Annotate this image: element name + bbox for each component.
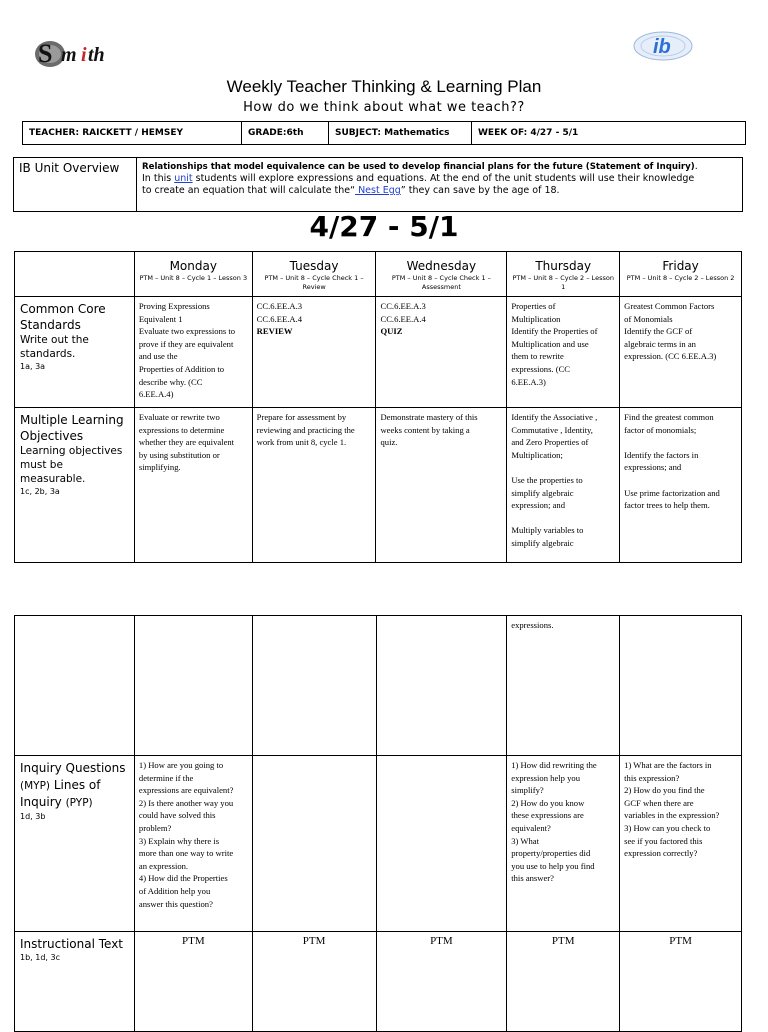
cell-line: 2) How do you know [511,797,585,808]
page-subtitle: How do we think about what we teach?? [243,100,525,115]
cell-line: work from unit 8, cycle 1. [256,437,347,448]
cell-line: expression help you [511,772,580,783]
svg-text:i: i [81,44,87,66]
row-label-sub: Write out the standards. [20,334,89,360]
cell-line: simplify algebraic [511,487,574,498]
cell-line: reviewing and practicing the [256,424,355,435]
cell-line: GCF when there are [624,797,694,808]
lesson-plan-table-continued [14,615,742,1032]
corner-cell [15,252,135,297]
cell-line: Use prime factorization and [624,487,720,498]
cell-line [624,436,737,449]
cell-line: determine if the [138,772,194,783]
inquiry-label-c: Lines of [50,777,101,792]
cell-objectives-thursday [507,408,620,563]
day-name: Monday [169,259,217,273]
cell-line: you use to help you find [511,860,595,871]
cont-cell-label [15,616,135,756]
ib-unit-overview-table [13,157,743,212]
day-name: Tuesday [289,259,339,273]
inquiry-label-b: (MYP) [20,779,50,792]
cell-line: Multiplication and use [511,338,589,349]
cell-objectives-friday [620,408,742,563]
lesson-plan-table [14,251,742,563]
cont-cell-tuesday [252,616,376,756]
cell-line: this expression? [624,772,680,783]
cell-common-core-friday [620,297,742,408]
day-name: Thursday [535,259,592,273]
cell-line: Find the greatest common [624,412,714,422]
cell-line: CC.6.EE.A.3 [380,301,426,311]
statement-end: . [694,161,698,172]
row-label-standards: 1d, 3b [20,811,46,821]
cell-objectives-monday [134,408,252,563]
overview-line2-pre: to create an equation that will calculate the“ [142,185,356,196]
week-heading: 4/27 - 5/1 [309,210,459,243]
cell-line: simplify? [511,785,544,796]
cell-common-core-tuesday [252,297,376,408]
cell-line: by using substitution or [138,449,220,460]
svg-text:m: m [61,44,77,66]
teacher-info-table [22,121,746,145]
cell-line: quiz. [380,437,398,448]
ib-logo [632,30,694,62]
cell-line: 1) How did rewriting the [511,760,597,770]
row-label-standards: 1c, 2b, 3a [20,487,60,496]
cell-inquiry-monday [134,756,252,932]
row-label-text: Instructional Text [20,937,123,951]
cell-line: describe why. (CC [138,376,203,387]
cell-line: Commutative , Identity, [511,424,593,435]
cell-line: 6.EE.A.4) [138,389,174,400]
row-label-text: Multiple Learning Objectives [20,413,124,443]
cell-line: expressions; and [624,462,682,473]
subject-cell: SUBJECT: Mathematics [329,122,472,145]
cell-line: property/properties did [511,848,591,859]
cell-line: expressions to determine [138,424,225,435]
cell-line [624,474,737,487]
cell-objectives-tuesday [252,408,376,563]
day-lesson: PTM – Unit 8 – Cycle Check 1 – Assessment [391,274,491,291]
cell-line: equivalent? [511,822,551,833]
cell-text-thursday: PTM [507,932,620,1032]
teacher-cell: TEACHER: RAICKETT / HEMSEY [23,122,242,145]
svg-text:S: S [38,39,53,68]
cell-line: 6.EE.A.3) [511,376,546,387]
cell-line: 2) How do you find the [624,785,705,796]
day-lesson: PTM – Unit 8 – Cycle 2 – Lesson 2 [626,274,735,282]
cc-tuesday-bold: REVIEW [256,326,293,337]
cell-line: problem? [138,822,172,833]
day-header-monday [134,252,252,297]
cell-line: 1) How are you going to [138,760,224,770]
cell-line: Equivalent 1 [138,313,183,324]
cell-line: prove if they are equivalent [138,338,234,349]
cell-line: CC.6.EE.A.4 [256,313,303,324]
cell-line: these expressions are [511,810,584,821]
cell-line [511,512,615,525]
cont-cell-monday [134,616,252,756]
cell-text-wednesday: PTM [376,932,507,1032]
cell-line: expressions are equivalent? [138,785,234,796]
cont-cell-friday [620,616,742,756]
cell-line: of Addition help you [138,885,211,896]
overview-line1-pre: In this [142,173,175,184]
cell-line: 3) How can you check to [624,822,711,833]
cell-inquiry-thursday [507,756,620,932]
svg-text:th: th [88,44,105,66]
cell-line: them to rewrite [511,351,564,362]
cell-line: see if you factored this [624,835,703,846]
cell-line: Identify the GCF of [624,326,693,337]
cell-line: Identify the factors in [624,449,699,460]
svg-text:ib: ib [653,36,671,58]
cell-line: Properties of Addition to [138,363,225,374]
cell-line: variables in the expression? [624,810,720,821]
cell-text-monday: PTM [134,932,252,1032]
cell-line: could have solved this [138,810,216,821]
cell-line: an expression. [138,860,189,871]
cell-line: Proving Expressions [138,301,210,311]
cell-line: Multiplication [511,313,561,324]
row-label-standards: 1b, 1d, 3c [20,953,60,962]
cell-text-tuesday: PTM [252,932,376,1032]
cell-line: whether they are equivalent [138,437,235,448]
cell-line: Prepare for assessment by [256,412,347,422]
overview-line1-post: students will explore expressions and equations. At the end of the unit students will use their knowledge [192,173,695,184]
day-header-tuesday [252,252,376,297]
cell-common-core-wednesday [376,297,507,408]
cont-cell-wednesday [376,616,507,756]
day-header-wednesday [376,252,507,297]
cell-line: CC.6.EE.A.4 [380,313,426,324]
inquiry-label-e: (PYP) [65,796,93,809]
day-lesson: PTM – Unit 8 – Cycle Check 1 – Review [264,274,364,291]
cell-line: Use the properties to [511,474,583,485]
cell-objectives-wednesday [376,408,507,563]
row-label-text: Common Core Standards [20,302,106,332]
cell-line: and Zero Properties of [511,437,589,448]
cont-cell-thursday: expressions. [507,616,620,756]
day-header-thursday [507,252,620,297]
cell-line: simplifying. [138,462,181,473]
cell-line: 3) Explain why there is [138,835,220,846]
row-label-sub: Learning objectives must be measurable. [20,445,123,485]
row-label-inquiry [15,756,135,932]
row-label-objectives [15,408,135,563]
cell-line: 1) What are the factors in [624,760,712,770]
cell-inquiry-wednesday [376,756,507,932]
cell-line: factor of monomials; [624,424,697,435]
cell-line: of Monomials [624,313,673,324]
cell-line: answer this question? [138,898,213,909]
day-name: Wednesday [406,259,477,273]
cell-line: Multiply variables to [511,525,584,536]
cell-common-core-monday [134,297,252,408]
cell-line: weeks content by taking a [380,424,470,435]
inquiry-label-a: Inquiry Questions [20,761,126,775]
cell-line: Evaluate or rewrite two [138,412,220,422]
cc-tuesday-lines [257,300,372,325]
ib-unit-label: IB Unit Overview [14,158,137,212]
cell-line: Evaluate two expressions to [138,326,236,337]
cell-line: 2) Is there another way you [138,797,234,808]
cell-line: 3) What [511,835,540,846]
cell-line: expression correctly? [624,848,698,859]
row-label-instructional-text [15,932,135,1032]
cell-line: more than one way to write [138,848,234,859]
cell-line: Identify the Properties of [511,326,598,337]
cell-inquiry-friday [620,756,742,932]
cell-line: simplify algebraic [511,537,574,548]
cell-line: Greatest Common Factors [624,301,715,311]
day-header-friday [620,252,742,297]
cell-line: expressions. (CC [511,363,571,374]
week-cell: WEEK OF: 4/27 - 5/1 [472,122,746,145]
cell-line: Identify the Associative , [511,412,598,422]
cell-line: expression; and [511,500,566,511]
page-title: Weekly Teacher Thinking & Learning Plan [226,77,542,96]
cell-line: Multiplication; [511,449,563,460]
cell-common-core-thursday [507,297,620,408]
cell-line: CC.6.EE.A.3 [256,301,303,311]
cell-line: factor trees to help them. [624,500,710,511]
cell-line: algebraic terms in an [624,338,696,349]
statement-of-inquiry: Relationships that model equivalence can be used to develop financial plans for the future (Statement of Inquiry) [142,162,695,172]
day-lesson: PTM – Unit 8 – Cycle 2 – Lesson 1 [512,274,614,291]
cell-text-friday: PTM [620,932,742,1032]
cc-wednesday-bold: QUIZ [380,326,403,337]
cell-line: this answer? [511,873,554,884]
row-label-common-core [15,297,135,408]
cell-line [511,461,615,474]
day-name: Friday [662,259,699,273]
nest-egg-link[interactable]: Nest Egg [355,185,401,196]
cell-line: Properties of [511,301,556,311]
unit-link[interactable]: unit [174,173,193,184]
row-label-standards: 1a, 3a [20,362,46,371]
cc-wednesday-lines [380,300,502,325]
school-logo [28,34,138,74]
inquiry-label-d: Inquiry [20,794,62,809]
cell-inquiry-tuesday [252,756,376,932]
cell-line: expression. (CC 6.EE.A.3) [624,351,717,362]
overview-line2-post: ” they can save by the age of 18. [400,185,560,196]
cell-line: 4) How did the Properties [138,873,228,884]
grade-cell: GRADE:6th [242,122,329,145]
day-lesson: PTM – Unit 8 – Cycle 1 – Lesson 3 [139,274,248,282]
cell-line: Demonstrate mastery of this [380,412,478,422]
cell-line: and use the [138,351,178,362]
ib-unit-text [137,158,743,212]
